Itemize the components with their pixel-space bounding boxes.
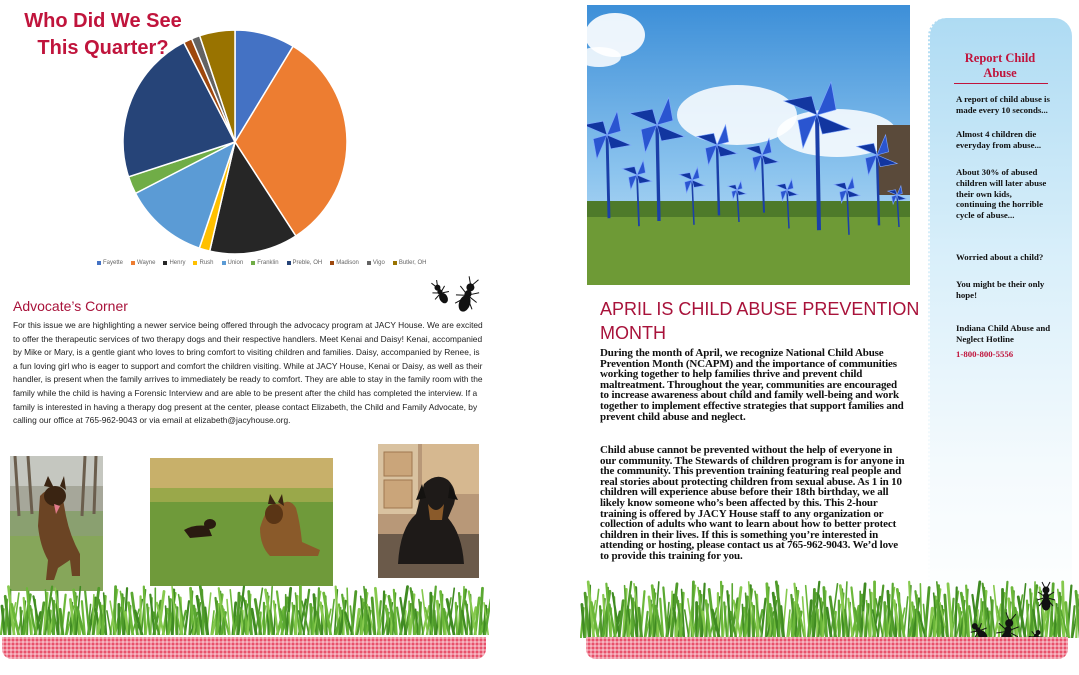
- dog-photo-kenai: [10, 456, 103, 591]
- gingham-border-right: [586, 637, 1068, 659]
- gingham-border-left: [2, 637, 486, 659]
- pinwheel-photo: [587, 5, 910, 285]
- left-page: [0, 0, 490, 675]
- article-paragraph-1: During the month of April, we recognize National Child Abuse Prevention Month (NCAPM) and the importance of communities working together to help families thrive and prevent child maltreatment. Throughout the year, communities are encouraged to increase awareness about child and family well-being and work together to implement effective strategies that support families and prevent child abuse and neglect.: [600, 347, 904, 423]
- legend-swatch: [330, 261, 334, 265]
- dog-photo-field: [150, 458, 333, 586]
- sidebar-divider: [954, 83, 1048, 84]
- right-page: [580, 0, 1079, 675]
- legend-swatch: [131, 261, 135, 265]
- legend-swatch: [251, 261, 255, 265]
- legend-entry: [163, 258, 185, 268]
- legend-swatch: [367, 261, 371, 265]
- legend-label: Butler, OH: [398, 260, 427, 266]
- sidebar-fact-1: A report of child abuse is made every 10 seconds...: [956, 94, 1050, 115]
- grass-border-left: [0, 585, 490, 635]
- pie-chart-svg: [110, 20, 360, 270]
- legend-swatch: [287, 261, 291, 265]
- legend-entry: [131, 258, 155, 268]
- legend-label: Fayette: [103, 260, 124, 266]
- legend-label: Vigo: [372, 260, 385, 266]
- article-paragraph-2: Child abuse cannot be prevented without the help of everyone in our community. The Stewards of children program is for anyone in the community. This prevention training featuring real people and real stories about protecting children from sexual abuse. As 1 in 10 children will experience abuse before their 18th birthday, we all likely know someone who’s been affected by this. This 2-hour training is offered by JACY House staff to any organization or collection of adults who want to learn about how to better protect children in their lives. If this is something you’re interested in attending or hosting, please contact us at 765-962-9043. We’d love to provide this training for you.: [600, 444, 905, 562]
- legend-label: Union: [227, 260, 244, 266]
- legend-label: Franklin: [257, 260, 279, 266]
- article-title: APRIL IS CHILD ABUSE PREVENTION MONTH: [600, 299, 920, 343]
- sidebar-worried: Worried about a child?: [956, 252, 1044, 262]
- legend-entry: [367, 258, 385, 268]
- legend-label: Rush: [199, 260, 214, 266]
- sidebar-title: Report Child Abuse: [964, 51, 1036, 80]
- advocate-heading: Advocate’s Corner: [13, 298, 128, 314]
- legend-label: Preble, OH: [292, 260, 323, 266]
- legend-label: Henry: [169, 260, 186, 266]
- legend-entry: [393, 258, 427, 268]
- legend-swatch: [222, 261, 226, 265]
- legend-entry: [222, 258, 244, 268]
- pie-legend: [97, 258, 427, 268]
- legend-entry: [251, 258, 278, 268]
- sidebar-fact-3: About 30% of abused children will later abuse their own kids, continuing the horrible cycle of abuse...: [956, 167, 1047, 221]
- pie-chart: [110, 20, 360, 270]
- legend-entry: [193, 258, 213, 268]
- legend-swatch: [193, 261, 197, 265]
- sidebar-hotline-label: Indiana Child Abuse and Neglect Hotline: [956, 323, 1051, 344]
- ants-illustration: [428, 246, 490, 316]
- legend-swatch: [163, 261, 167, 265]
- legend-label: Wayne: [137, 260, 156, 266]
- chart-title: Who Did We See This Quarter?: [24, 10, 182, 59]
- report-abuse-sidebar: [928, 18, 1072, 618]
- legend-swatch: [393, 261, 397, 265]
- legend-label: Madison: [336, 260, 359, 266]
- legend-swatch: [97, 261, 101, 265]
- legend-entry: [97, 258, 123, 268]
- sidebar-hope: You might be their only hope!: [956, 279, 1045, 300]
- sidebar-fact-2: Almost 4 children die everyday from abuse...: [956, 129, 1042, 150]
- sidebar-hotline-number[interactable]: 1-800-800-5556: [956, 349, 1014, 359]
- advocate-body: For this issue we are highlighting a newer service being offered through the advocacy program at JACY House. We are excited to offer the therapeutic services of two therapy dogs and their respective handlers. Meet Kenai and Daisy! Kenai, accompanied by Mike or Mary, is a gentle giant who loves to bring comfort to visiting children and families. Daisy, accompanied by Renee, is a fun loving girl who is eager to support and comfort the children visiting. While at JACY House, Kenai or Daisy, as well as their handler, is present when the family arrives to immediately be ready to comfort. They are able to stay in the family room with the family while the child is having a Forensic Interview and are able to be present after the child has completed the interview. If a family is interested in having a therapy dog present at the center, please contact Elizabeth, the Child and Family Advocate, by calling our office at 765-962-9043 or via email at elizabeth@jacyhouse.org.: [13, 320, 483, 426]
- legend-entry: [287, 258, 323, 268]
- dog-photo-daisy: [378, 444, 479, 578]
- legend-entry: [330, 258, 359, 268]
